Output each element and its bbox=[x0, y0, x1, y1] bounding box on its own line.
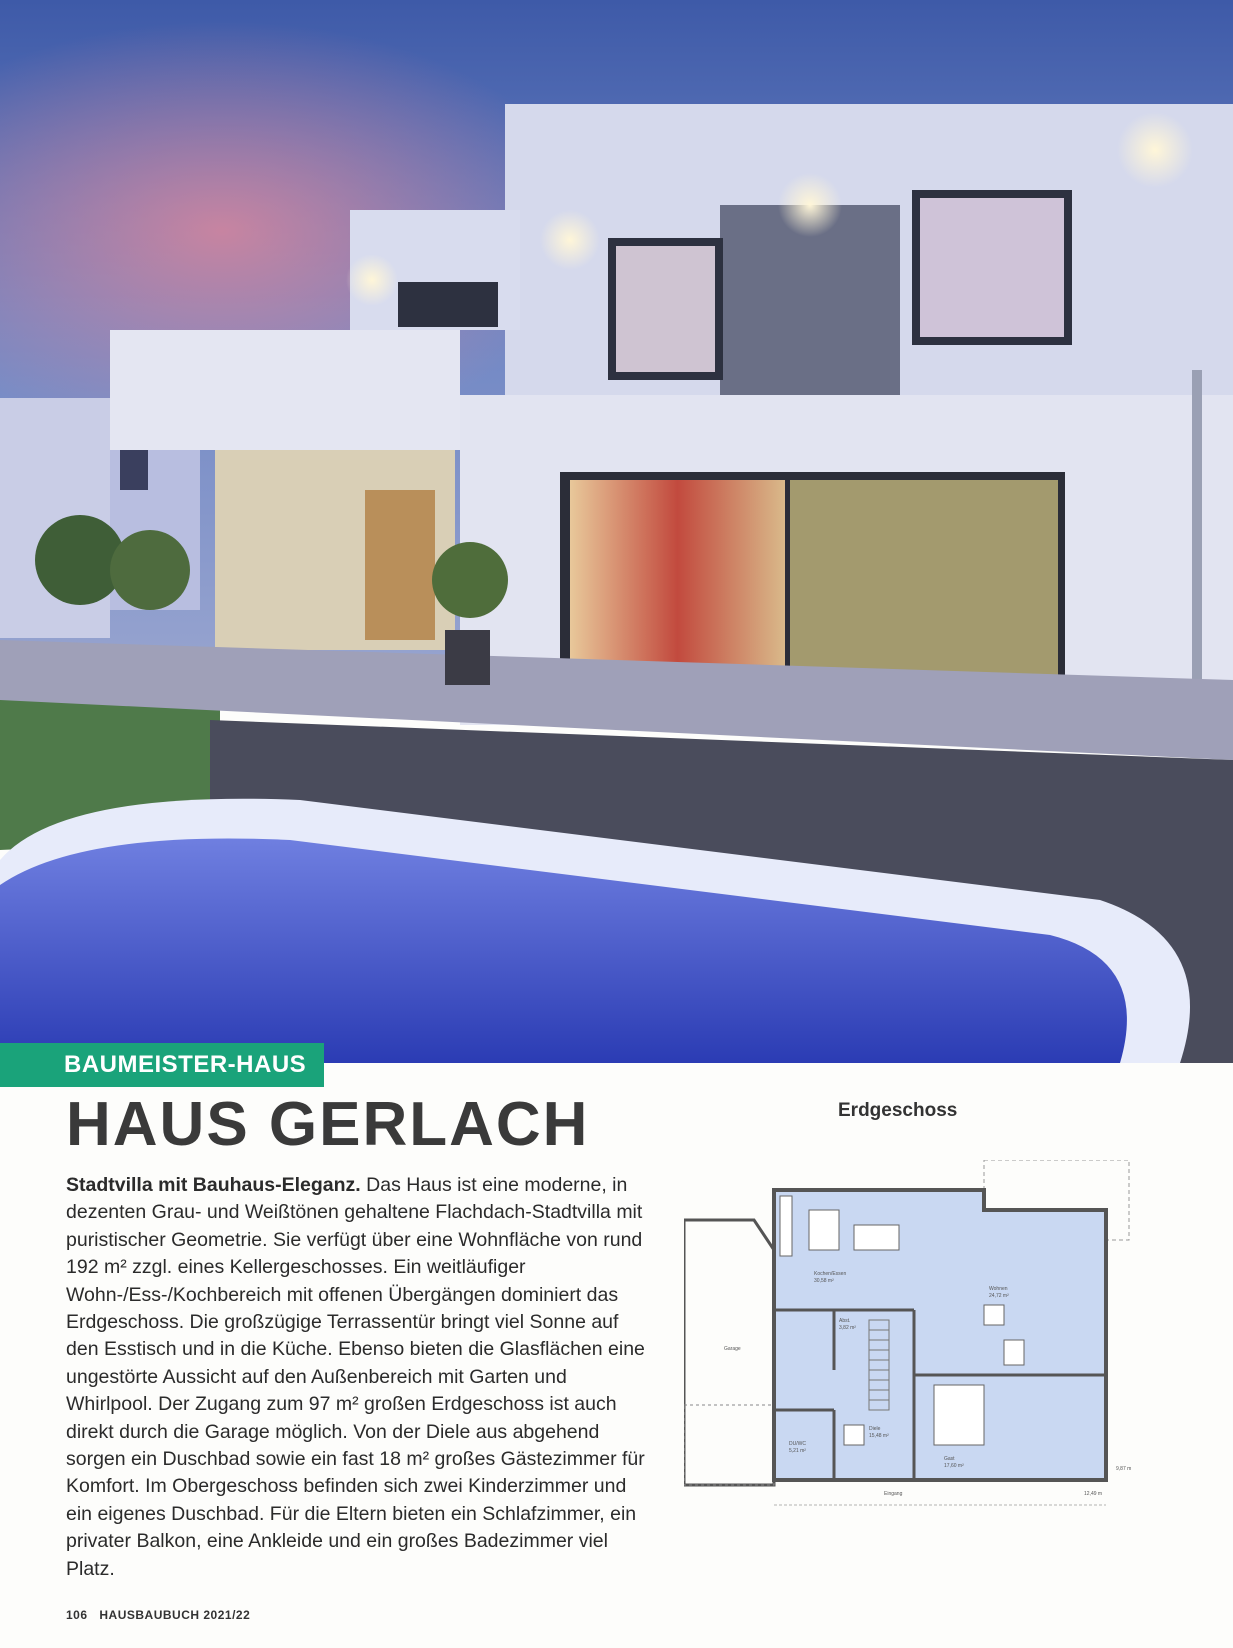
body-text bbox=[66, 1172, 656, 1583]
intro-bold: Stadtvilla mit Bauhaus-Eleganz. bbox=[66, 1174, 361, 1196]
floorplan bbox=[684, 1160, 1144, 1540]
room-bath-area: 5,21 m² bbox=[789, 1448, 806, 1454]
dimension-width: 12,49 m bbox=[1084, 1491, 1103, 1497]
room-hall-area: 15,48 m² bbox=[869, 1433, 889, 1439]
category-badge: BAUMEISTER-HAUS bbox=[0, 1043, 324, 1087]
room-garage: Garage bbox=[724, 1346, 741, 1352]
room-kitchen-area: 30,58 m² bbox=[814, 1278, 834, 1284]
room-guest-area: 17,60 m² bbox=[944, 1463, 964, 1469]
room-guest: Gast bbox=[944, 1456, 955, 1462]
room-bath: DU/WC bbox=[789, 1441, 806, 1447]
room-living: Wohnen bbox=[989, 1286, 1008, 1292]
floorplan-drawing bbox=[684, 1160, 1144, 1540]
room-hall: Diele bbox=[869, 1426, 881, 1432]
page-number: 106 bbox=[66, 1608, 88, 1622]
room-living-area: 24,72 m² bbox=[989, 1293, 1009, 1299]
page-title: HAUS GERLACH bbox=[66, 1090, 590, 1159]
room-kitchen: Kochen/Essen bbox=[814, 1271, 847, 1277]
room-storage: Abst. bbox=[839, 1318, 851, 1324]
intro-text: Das Haus ist eine moderne, in dezenten Grau- und Weißtönen gehaltene Flachdach-Stadtvilla mit puristischer Geometrie. Sie verfügt über eine Wohnfläche von rund 192 m² zzgl. eines Kellergeschosses. Ein weitläufiger Wohn-/Ess-/Kochbereich mit offenen Übergängen dominiert das Erdgeschoss. Die großzügige Terrassentür bringt viel Sonne auf den Esstisch und in die Küche. Ebenso bieten die Glasflächen eine ungestörte Aussicht auf den Außenbereich mit Garten und Whirlpool. Der Zugang zum 97 m² großen Erdgeschoss ist auch direkt durch die Garage möglich. Von der Diele aus abgehend sorgen ein Duschbad sowie ein fast 18 m² großes Gästezimmer für Komfort. Im Obergeschoss befinden sich zwei Kinderzimmer und ein eigenes Duschbad. Für die Eltern bieten ein Schlafzimmer, ein privater Balkon, eine Ankleide und ein großes Badezimmer viel Platz. bbox=[66, 1174, 645, 1580]
dimension-depth: 9,87 m bbox=[1116, 1466, 1132, 1472]
room-entrance: Eingang bbox=[884, 1491, 903, 1497]
garage-door bbox=[684, 1405, 774, 1485]
garage-outline bbox=[684, 1220, 774, 1485]
publication-name: HAUSBAUBUCH 2021/22 bbox=[99, 1608, 251, 1622]
floorplan-title: Erdgeschoss bbox=[838, 1100, 958, 1121]
page-footer bbox=[66, 1608, 250, 1622]
room-storage-area: 3,82 m² bbox=[839, 1325, 856, 1331]
